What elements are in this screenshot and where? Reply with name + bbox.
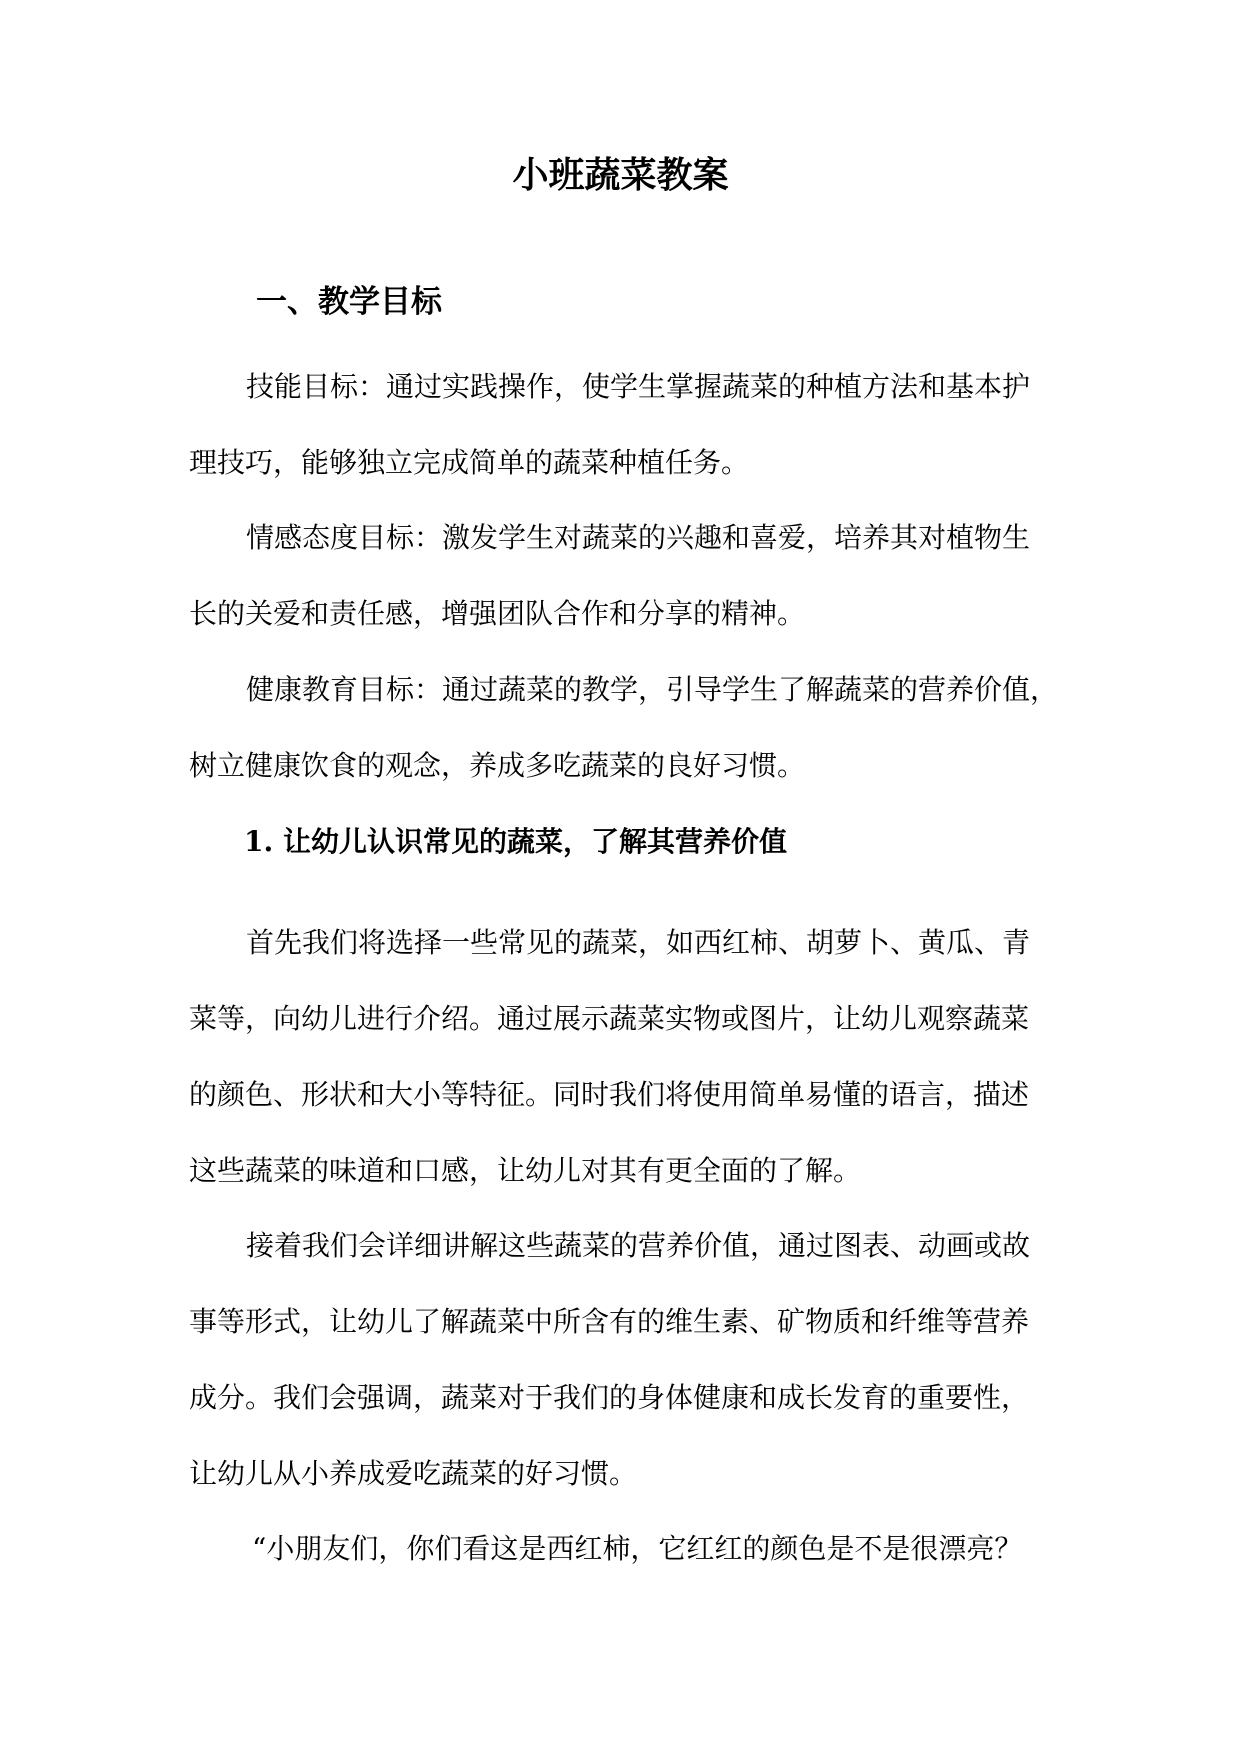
objective-skill-line-1: 技能目标：通过实践操作，使学生掌握蔬菜的种植方法和基本护 — [246, 370, 1031, 403]
objective-emotion-line-1: 情感态度目标：激发学生对蔬菜的兴趣和喜爱，培养其对植物生 — [246, 521, 1031, 554]
objective-emotion-line-2: 长的关爱和责任感，增强团队合作和分享的精神。 — [189, 597, 806, 630]
page-title: 小班蔬菜教案 — [512, 154, 729, 196]
paragraph-intro-line-4: 这些蔬菜的味道和口感，让幼儿对其有更全面的了解。 — [189, 1154, 862, 1187]
objective-health-line-1: 健康教育目标：通过蔬菜的教学，引导学生了解蔬菜的营养价值， — [246, 673, 1059, 706]
paragraph-nutrition-line-2: 事等形式，让幼儿了解蔬菜中所含有的维生素、矿物质和纤维等营养 — [189, 1305, 1030, 1338]
paragraph-nutrition-line-4: 让幼儿从小养成爱吃蔬菜的好习惯。 — [189, 1457, 638, 1490]
quote-line: “小朋友们，你们看这是西红柿，它红红的颜色是不是很漂亮？ — [252, 1532, 1023, 1565]
section-heading-teaching-goals: 一、教学目标 — [256, 284, 442, 320]
subheading-know-vegetables: 1. 让幼儿认识常见的蔬菜，了解其营养价值 — [244, 825, 787, 858]
paragraph-nutrition-line-1: 接着我们会详细讲解这些蔬菜的营养价值，通过图表、动画或故 — [246, 1229, 1031, 1262]
objective-skill-line-2: 理技巧，能够独立完成简单的蔬菜种植任务。 — [189, 446, 750, 479]
paragraph-intro-line-1: 首先我们将选择一些常见的蔬菜，如西红柿、胡萝卜、黄瓜、青 — [246, 926, 1031, 959]
paragraph-intro-line-2: 菜等，向幼儿进行介绍。通过展示蔬菜实物或图片，让幼儿观察蔬菜 — [189, 1002, 1030, 1035]
paragraph-nutrition-line-3: 成分。我们会强调，蔬菜对于我们的身体健康和成长发育的重要性， — [189, 1381, 1030, 1414]
paragraph-intro-line-3: 的颜色、形状和大小等特征。同时我们将使用简单易懂的语言，描述 — [189, 1078, 1030, 1111]
objective-health-line-2: 树立健康饮食的观念，养成多吃蔬菜的良好习惯。 — [189, 749, 806, 782]
